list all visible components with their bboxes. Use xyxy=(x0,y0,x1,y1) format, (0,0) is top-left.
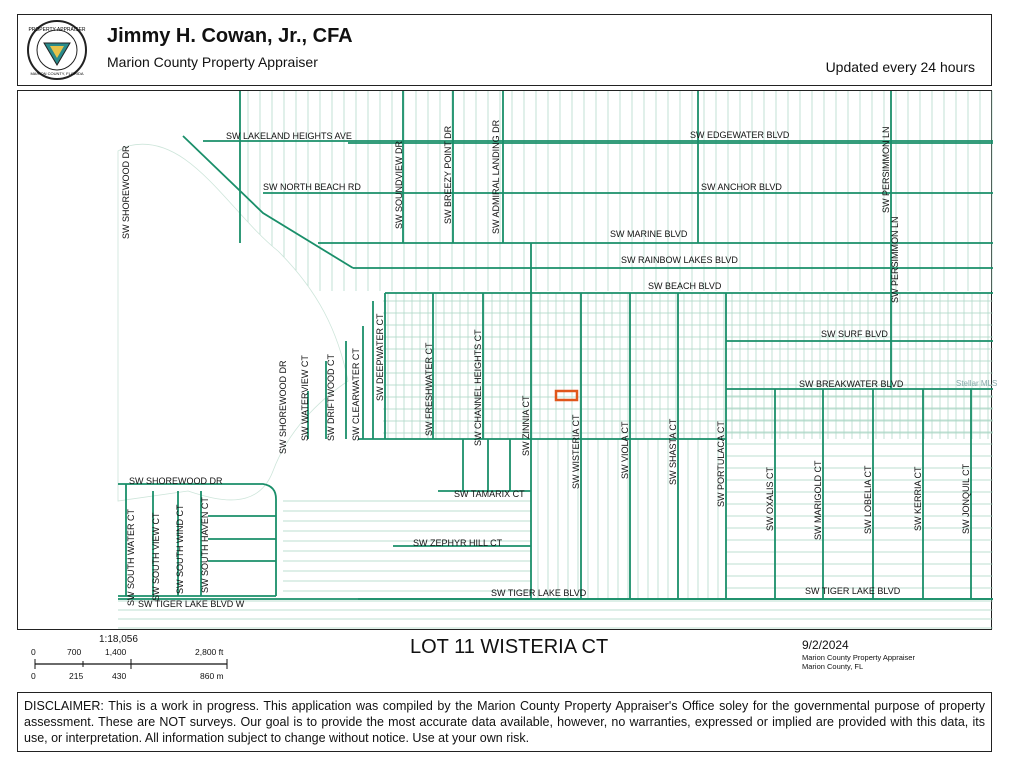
label-south-water: SW SOUTH WATER CT xyxy=(126,509,136,606)
label-shorewood-top: SW SHOREWOOD DR xyxy=(121,145,131,239)
label-kerria: SW KERRIA CT xyxy=(913,466,923,531)
parcel-map[interactable] xyxy=(17,90,998,630)
appraiser-office: Marion County Property Appraiser xyxy=(107,54,318,70)
label-jonquil: SW JONQUIL CT xyxy=(961,463,971,534)
scale-graphic xyxy=(34,659,229,669)
label-wisteria: SW WISTERIA CT xyxy=(571,414,581,489)
scale-ft-2: 1,400 xyxy=(105,647,127,657)
label-south-wind: SW SOUTH WIND CT xyxy=(175,504,185,594)
label-persimmon-top: SW PERSIMMON LN xyxy=(881,126,891,213)
scale-m-3: 860 m xyxy=(200,671,224,681)
disclaimer-box: DISCLAIMER: This is a work in progress. This application was compiled by the Marion County Property Appraiser's Office soley for the governmental purpose of property assessment. These are NOT surveys. Our goal is to provide the most accurate data available, however, no warranties, expressed or implied are provided with this data, its use, or interpretation. All information subject to change without notice. Use at your own risk. xyxy=(17,692,992,752)
label-rainbow-lakes: SW RAINBOW LAKES BLVD xyxy=(621,255,738,265)
scale-ratio: 1:18,056 xyxy=(99,634,138,645)
scale-m-1: 215 xyxy=(69,671,84,681)
label-soundview: SW SOUNDVIEW DR xyxy=(394,140,404,229)
label-channel-heights: SW CHANNEL HEIGHTS CT xyxy=(473,329,483,446)
label-freshwater: SW FRESHWATER CT xyxy=(424,342,434,436)
label-viola: SW VIOLA CT xyxy=(620,421,630,479)
label-edgewater: SW EDGEWATER BLVD xyxy=(690,130,790,140)
scale-m-0: 0 xyxy=(31,671,36,681)
appraiser-name: Jimmy H. Cowan, Jr., CFA xyxy=(107,25,353,47)
label-admiral-landing: SW ADMIRAL LANDING DR xyxy=(491,119,501,234)
subject-lot-marker[interactable] xyxy=(556,391,577,400)
lake-area xyxy=(118,144,348,501)
scale-m-2: 430 xyxy=(112,671,127,681)
label-marigold: SW MARIGOLD CT xyxy=(813,460,823,540)
header-panel xyxy=(17,14,992,86)
label-breakwater: SW BREAKWATER BLVD xyxy=(799,379,904,389)
label-waterview: SW WATERVIEW CT xyxy=(300,355,310,441)
label-tiger-lake-1: SW TIGER LAKE BLVD xyxy=(491,588,587,598)
label-surf: SW SURF BLVD xyxy=(821,329,888,339)
label-lakeland-heights: SW LAKELAND HEIGHTS AVE xyxy=(226,131,352,141)
label-north-beach: SW NORTH BEACH RD xyxy=(263,182,361,192)
label-breezy-point: SW BREEZY POINT DR xyxy=(443,125,453,224)
label-south-view: SW SOUTH VIEW CT xyxy=(151,512,161,601)
label-tamarix: SW TAMARIX CT xyxy=(454,489,525,499)
label-zephyr-hill: SW ZEPHYR HILL CT xyxy=(413,538,503,548)
scale-bar xyxy=(17,636,257,686)
label-shasta: SW SHASTA CT xyxy=(668,418,678,485)
update-frequency: Updated every 24 hours xyxy=(825,59,975,75)
label-oxalis: SW OXALIS CT xyxy=(765,466,775,531)
label-marine: SW MARINE BLVD xyxy=(610,229,688,239)
label-driftwood: SW DRIFTWOOD CT xyxy=(326,354,336,441)
scale-ft-1: 700 xyxy=(67,647,82,657)
label-south-haven: SW SOUTH HAVEN CT xyxy=(200,497,210,593)
label-anchor: SW ANCHOR BLVD xyxy=(701,182,782,192)
label-shorewood-mid: SW SHOREWOOD DR xyxy=(278,360,288,454)
date-source-line1: Marion County Property Appraiser xyxy=(802,653,915,662)
label-tiger-lake-2: SW TIGER LAKE BLVD xyxy=(805,586,901,596)
map-canvas[interactable] xyxy=(18,91,998,631)
lot-title: LOT 11 WISTERIA CT xyxy=(410,636,609,658)
label-lobelia: SW LOBELIA CT xyxy=(863,465,873,534)
label-deepwater: SW DEEPWATER CT xyxy=(375,313,385,401)
date-source-line2: Marion County, FL xyxy=(802,662,864,671)
watermark: Stellar MLS xyxy=(956,379,998,388)
map-date: 9/2/2024 xyxy=(802,638,849,652)
label-portulaca: SW PORTULACA CT xyxy=(716,421,726,507)
label-persimmon-mid: SW PERSIMMON LN xyxy=(890,216,900,303)
appraiser-seal-logo xyxy=(26,19,88,81)
scale-ft-3: 2,800 ft xyxy=(195,647,224,657)
label-zinnia: SW ZINNIA CT xyxy=(521,395,531,456)
label-beach: SW BEACH BLVD xyxy=(648,281,722,291)
scale-ft-0: 0 xyxy=(31,647,36,657)
label-clearwater: SW CLEARWATER CT xyxy=(351,348,361,441)
svg-text:PROPERTY APPRAISER: PROPERTY APPRAISER xyxy=(28,27,86,33)
label-shorewood-low: SW SHOREWOOD DR xyxy=(129,476,223,486)
svg-text:MARION COUNTY, FLORIDA: MARION COUNTY, FLORIDA xyxy=(30,71,84,76)
label-tiger-lake-w: SW TIGER LAKE BLVD W xyxy=(138,599,245,609)
